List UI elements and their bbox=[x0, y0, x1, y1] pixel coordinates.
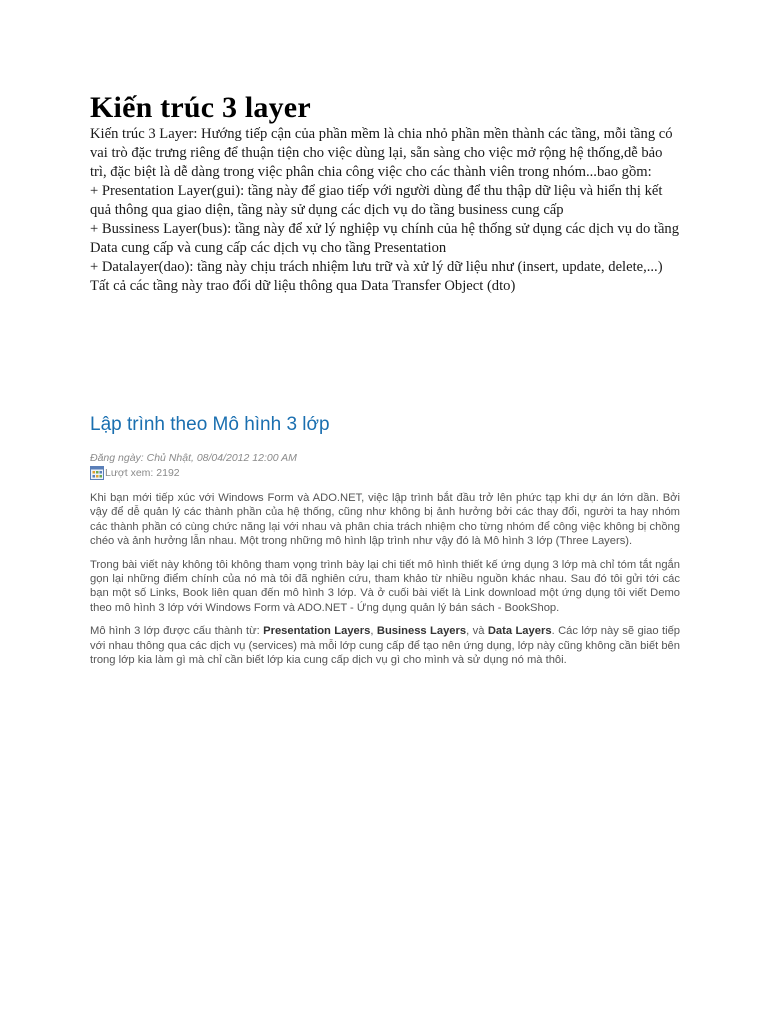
article-title[interactable]: Lập trình theo Mô hình 3 lớp bbox=[90, 414, 330, 435]
data-layer-item: + Datalayer(dao): tầng này chịu trách nhiệm lưu trữ và xử lý dữ liệu như (insert, update, delete,...) bbox=[90, 259, 663, 275]
paragraph-3-separator-2: , và bbox=[466, 625, 488, 638]
article-paragraph-3 bbox=[90, 624, 680, 667]
term-presentation-layers: Presentation Layers bbox=[263, 625, 371, 638]
term-business-layers: Business Layers bbox=[376, 625, 467, 638]
article-body bbox=[90, 491, 680, 676]
business-layer-item: + Bussiness Layer(bus): tầng này để xử lý nghiệp vụ chính của hệ thống sử dụng các dịch vụ do tầng Data cung cấp và cung cấp các dịch vụ cho tầng Presentation bbox=[90, 221, 680, 256]
paragraph-3-rest: . Các lớp này sẽ giao tiếp với nhau thông qua các dịch vụ (services) mà mỗi lớp cung cấp để tạo nên ứng dụng, lớp này cũng không cần biết bên trong lớp kia làm gì mà chỉ cần biết lớp kia cung cấp dịch vụ gì cho mình và sử dụng nó mà thôi. bbox=[90, 625, 681, 667]
paragraph-3-intro: Mô hình 3 lớp được cấu thành từ: bbox=[90, 625, 264, 638]
document-body bbox=[90, 125, 680, 296]
paragraph-3-separator-1: , bbox=[370, 625, 377, 638]
document-title: Kiến trúc 3 layer bbox=[90, 91, 311, 124]
article-paragraph-2: Trong bài viết này không tôi không tham vọng trình bày lại chi tiết mô hình thiết kế ứng dụng 3 lớp mà chỉ tóm tắt ngắn gọn lại những điểm chính của nó mà tôi đã nghiên cứu, tham khảo từ nhiều nguồn khác nhau. Sau đó tôi gửi tới các bạn một số Links, Book liên quan đến mô hình 3 lớp. Và ở cuối bài viết là Link download một ứng dụng tôi viết Demo theo mô hình 3 lớp với Windows Form và ADO.NET - Ứng dụng quản lý bán sách - BookShop. bbox=[90, 558, 680, 614]
term-data-layers: Data Layers bbox=[487, 625, 552, 638]
article-views bbox=[90, 465, 180, 481]
article-paragraph-1: Khi bạn mới tiếp xúc với Windows Form và ADO.NET, việc lập trình bắt đầu trở lên phức tạp khi dự án lớn dần. Bởi vậy để dễ quản lý các thành phần của hệ thống, cũng như không bị ảnh hưởng bởi các thay đổi, người ta hay nhóm các thành phần có cùng chức năng lại với nhau và phân chia trách nhiệm cho từng nhóm để công việc không bị chồng chéo và ảnh hưởng lẫn nhau. Một trong những mô hình lập trình như vậy đó là Mô hình 3 lớp (Three Layers). bbox=[90, 492, 680, 548]
presentation-layer-item: + Presentation Layer(gui): tầng này để giao tiếp với người dùng để thu thập dữ liệu và hiển thị kết quả thông qua giao diện, tầng này sử dụng các dịch vụ do tầng business cung cấp bbox=[90, 183, 663, 218]
article-date: Đăng ngày: Chủ Nhật, 08/04/2012 12:00 AM bbox=[90, 452, 297, 464]
document-intro-paragraph: Kiến trúc 3 Layer: Hướng tiếp cận của phần mềm là chia nhỏ phần mền thành các tầng, mỗi tầng có vai trò đặc trưng riêng để thuận tiện cho việc dùng lại, sẵn sàng cho việc mở rộng hệ thống,dễ bảo trì, đặc biệt là dễ dàng trong việc phân chia công việc cho các thành viên trong nhóm...bao gồm: bbox=[90, 126, 673, 180]
calendar-grid-icon bbox=[90, 466, 104, 480]
dto-summary-line: Tất cả các tầng này trao đổi dữ liệu thông qua Data Transfer Object (dto) bbox=[90, 278, 516, 294]
views-label: Lượt xem: 2192 bbox=[105, 467, 180, 479]
